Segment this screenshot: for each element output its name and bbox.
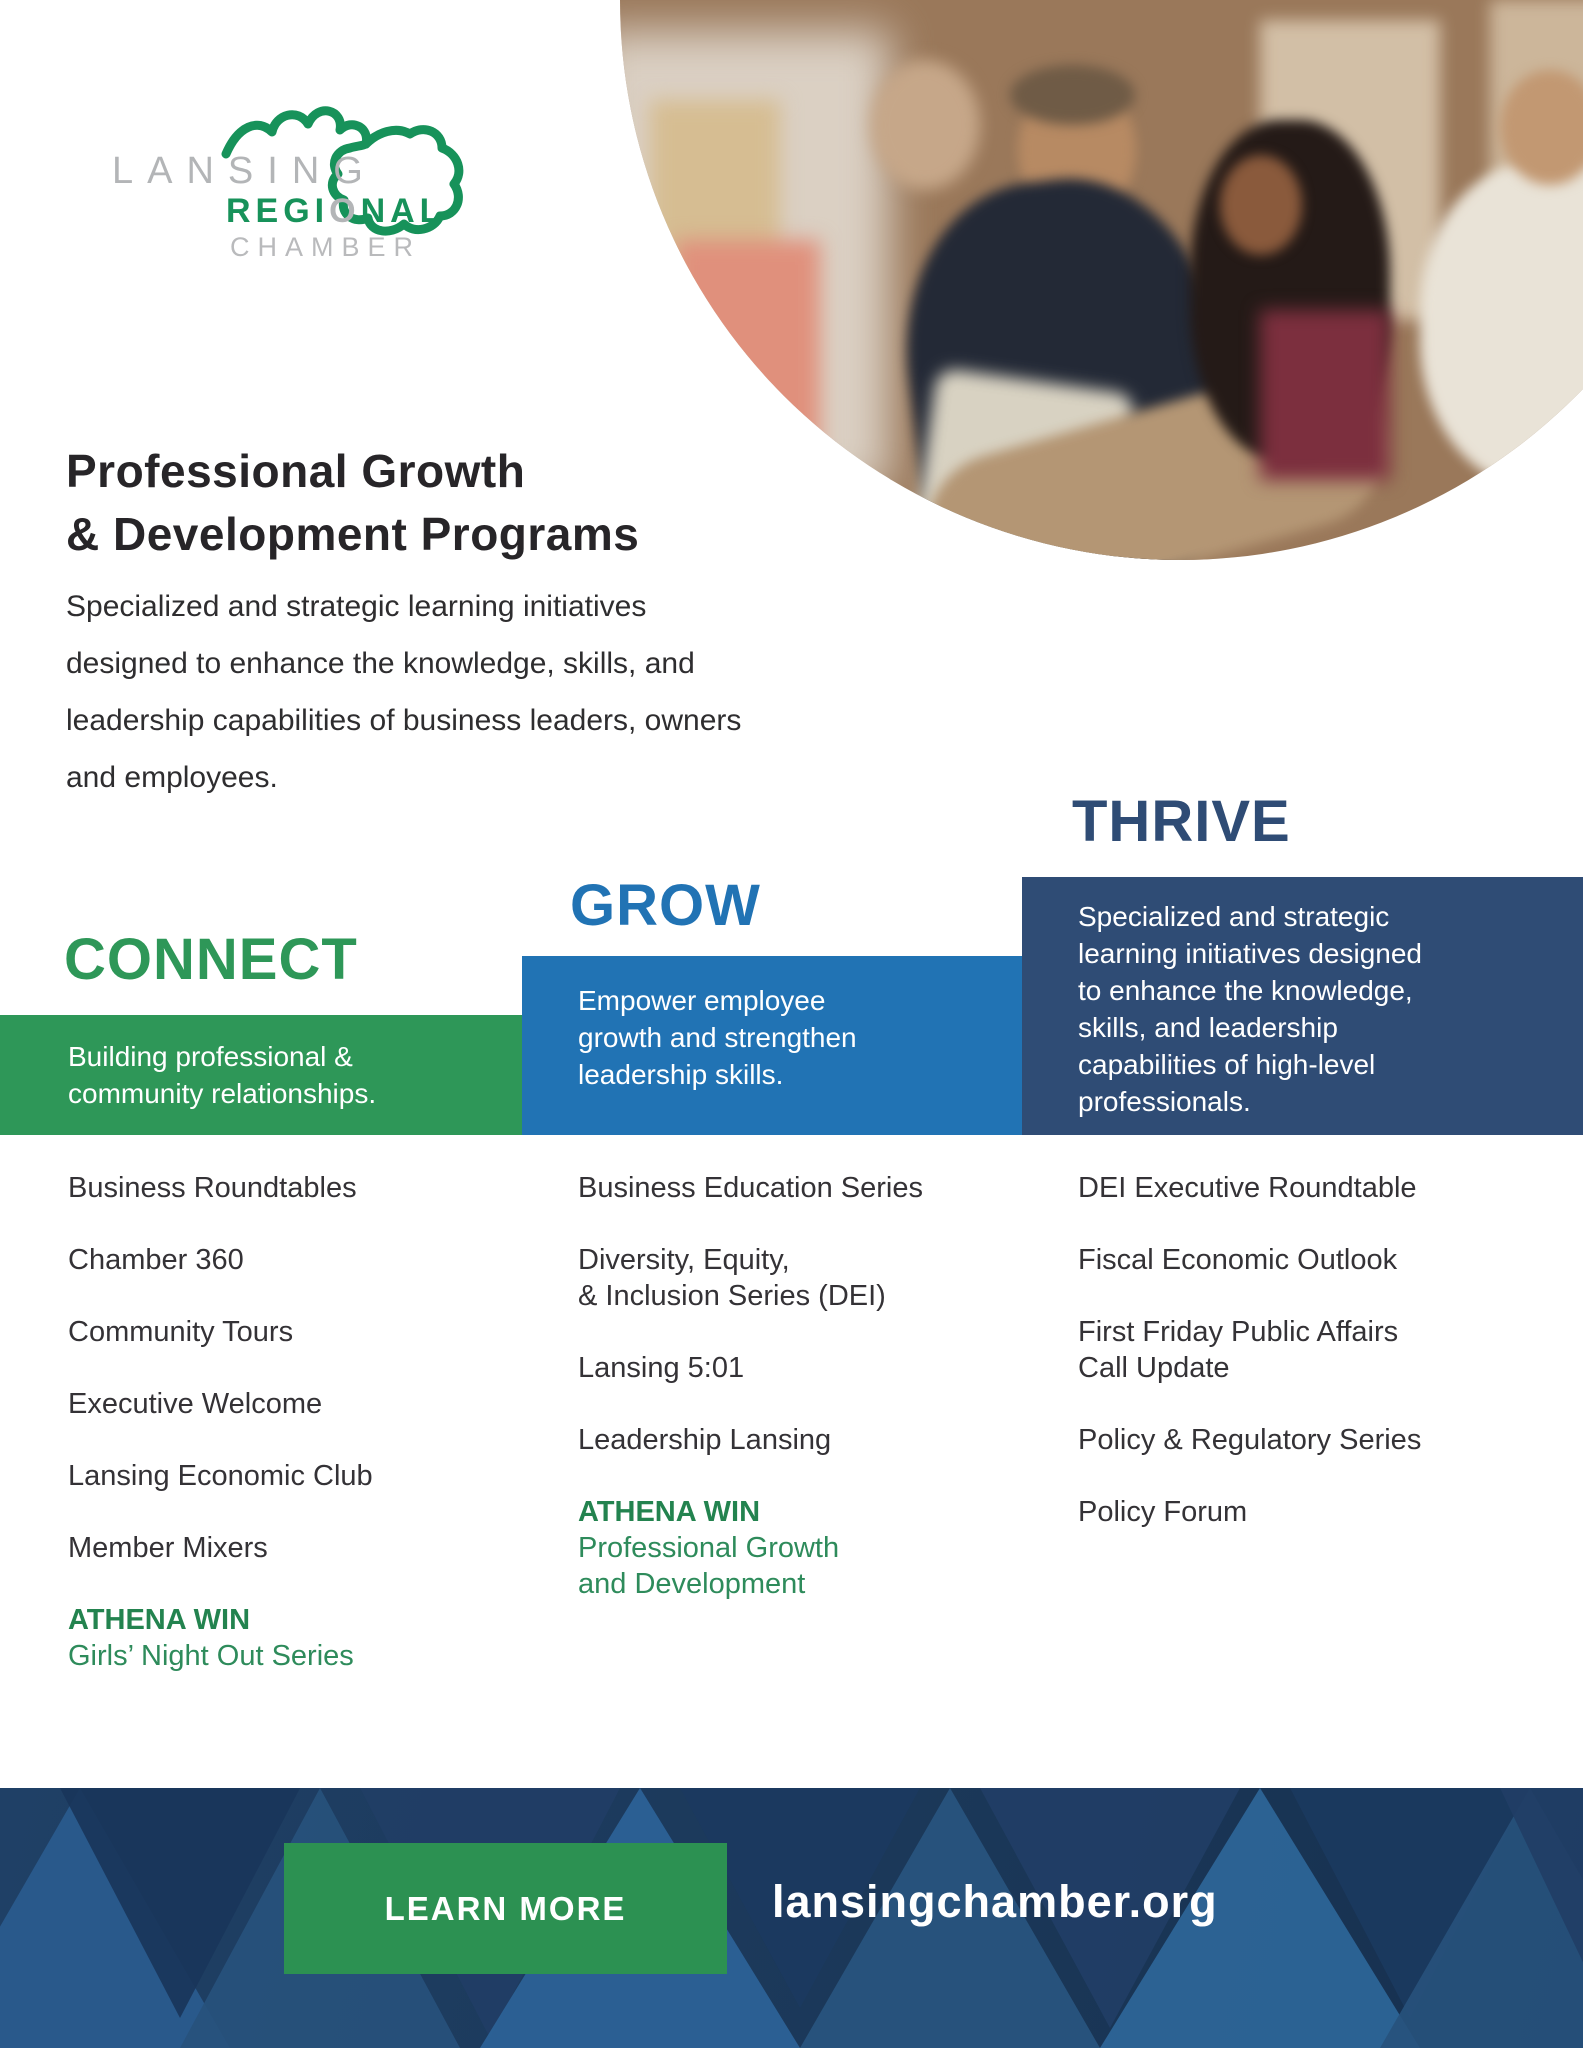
title-line: & Development Programs — [66, 508, 640, 560]
program-item-label: Lansing Economic Club — [68, 1460, 373, 1492]
website-link[interactable]: lansingchamber.org — [772, 1876, 1218, 1927]
athena-win-line: Professional Growth — [578, 1532, 840, 1564]
tagline-line: growth and strengthen — [578, 1022, 857, 1053]
intro-line: designed to enhance the knowledge, skills, and — [66, 647, 695, 680]
program-item-label: Leadership Lansing — [578, 1424, 832, 1456]
athena-win-title: ATHENA WIN — [578, 1496, 761, 1528]
program-item — [68, 1170, 373, 1206]
thrive-tagline — [1022, 877, 1583, 1120]
program-item-label: Member Mixers — [68, 1532, 268, 1564]
program-item-label: & Inclusion Series (DEI) — [578, 1280, 886, 1312]
intro-text — [66, 578, 741, 806]
program-item — [1078, 1422, 1421, 1458]
connect-tagline — [0, 1015, 522, 1112]
connect-heading: CONNECT — [64, 927, 358, 992]
program-item-label: Policy Forum — [1078, 1496, 1248, 1528]
program-item-label: Lansing 5:01 — [578, 1352, 745, 1384]
tagline-line: Building professional & — [68, 1041, 353, 1072]
thrive-heading: THRIVE — [1072, 789, 1291, 854]
program-item-label: Diversity, Equity, — [578, 1244, 790, 1276]
event-photo — [620, 0, 1583, 560]
tagline-line: skills, and leadership — [1078, 1012, 1338, 1043]
tagline-line: learning initiatives designed — [1078, 938, 1422, 969]
logo-regional-pre: REGI — [226, 192, 330, 230]
athena-win-line: and Development — [578, 1568, 806, 1600]
program-item-label: DEI Executive Roundtable — [1078, 1172, 1417, 1204]
photo-person-head — [870, 60, 980, 190]
athena-win-line: Girls’ Night Out Series — [68, 1640, 354, 1672]
program-item-label: Business Education Series — [578, 1172, 923, 1204]
program-item — [1078, 1494, 1421, 1530]
program-item — [68, 1386, 373, 1422]
thrive-program-list — [1078, 1170, 1421, 1566]
photo-white-shirt-man — [1420, 160, 1583, 490]
program-item — [68, 1458, 373, 1494]
athena-win-highlight — [68, 1602, 373, 1674]
grow-tagline-bar — [522, 956, 1022, 1135]
photo-man-hair — [1010, 65, 1135, 125]
page-title — [66, 440, 639, 566]
tagline-line: capabilities of high-level — [1078, 1049, 1376, 1080]
photo-maroon-top — [1260, 310, 1390, 480]
footer — [0, 1788, 1583, 2048]
athena-win-title: ATHENA WIN — [68, 1604, 251, 1636]
program-item-label: Executive Welcome — [68, 1388, 323, 1420]
program-item-label: Business Roundtables — [68, 1172, 357, 1204]
tagline-line: Specialized and strategic — [1078, 901, 1390, 932]
intro-line: Specialized and strategic learning initiatives — [66, 590, 647, 623]
program-item-label: Policy & Regulatory Series — [1078, 1424, 1422, 1456]
thrive-tagline-bar — [1022, 877, 1583, 1135]
program-item — [578, 1242, 923, 1314]
program-item-label: Chamber 360 — [68, 1244, 244, 1276]
photo-woman-face — [1220, 155, 1302, 255]
program-item — [578, 1422, 923, 1458]
program-item-label: Fiscal Economic Outlook — [1078, 1244, 1398, 1276]
photo-person-coral-top — [675, 240, 820, 480]
tagline-line: leadership skills. — [578, 1059, 784, 1090]
learn-more-button[interactable]: LEARN MORE — [284, 1843, 727, 1974]
tagline-line: to enhance the knowledge, — [1078, 975, 1413, 1006]
program-item — [1078, 1170, 1421, 1206]
grow-heading: GROW — [570, 873, 761, 938]
athena-win-highlight — [578, 1494, 923, 1602]
logo-word-chamber: CHAMBER — [230, 232, 422, 262]
connect-program-list — [68, 1170, 373, 1710]
program-item — [68, 1242, 373, 1278]
program-item-label: Call Update — [1078, 1352, 1230, 1384]
program-item — [68, 1530, 373, 1566]
program-item — [1078, 1242, 1421, 1278]
logo-regional-post: NAL — [360, 192, 446, 230]
tagline-line: community relationships. — [68, 1078, 377, 1109]
tagline-line: Empower employee — [578, 985, 826, 1016]
grow-program-list — [578, 1170, 923, 1638]
intro-line: leadership capabilities of business leaders, owners — [66, 704, 742, 737]
program-item — [1078, 1314, 1421, 1386]
logo-letter-o: O — [329, 192, 361, 230]
program-item-label: First Friday Public Affairs — [1078, 1316, 1399, 1348]
grow-tagline — [522, 956, 1022, 1093]
program-item — [578, 1170, 923, 1206]
program-item — [578, 1350, 923, 1386]
title-line: Professional Growth — [66, 445, 526, 497]
logo-word-regional — [226, 192, 445, 231]
connect-tagline-bar — [0, 1015, 522, 1135]
tagline-line: professionals. — [1078, 1086, 1251, 1117]
logo-word-lansing: LANSING — [112, 150, 377, 192]
program-item-label: Community Tours — [68, 1316, 294, 1348]
program-item — [68, 1314, 373, 1350]
intro-line: and employees. — [66, 761, 278, 794]
